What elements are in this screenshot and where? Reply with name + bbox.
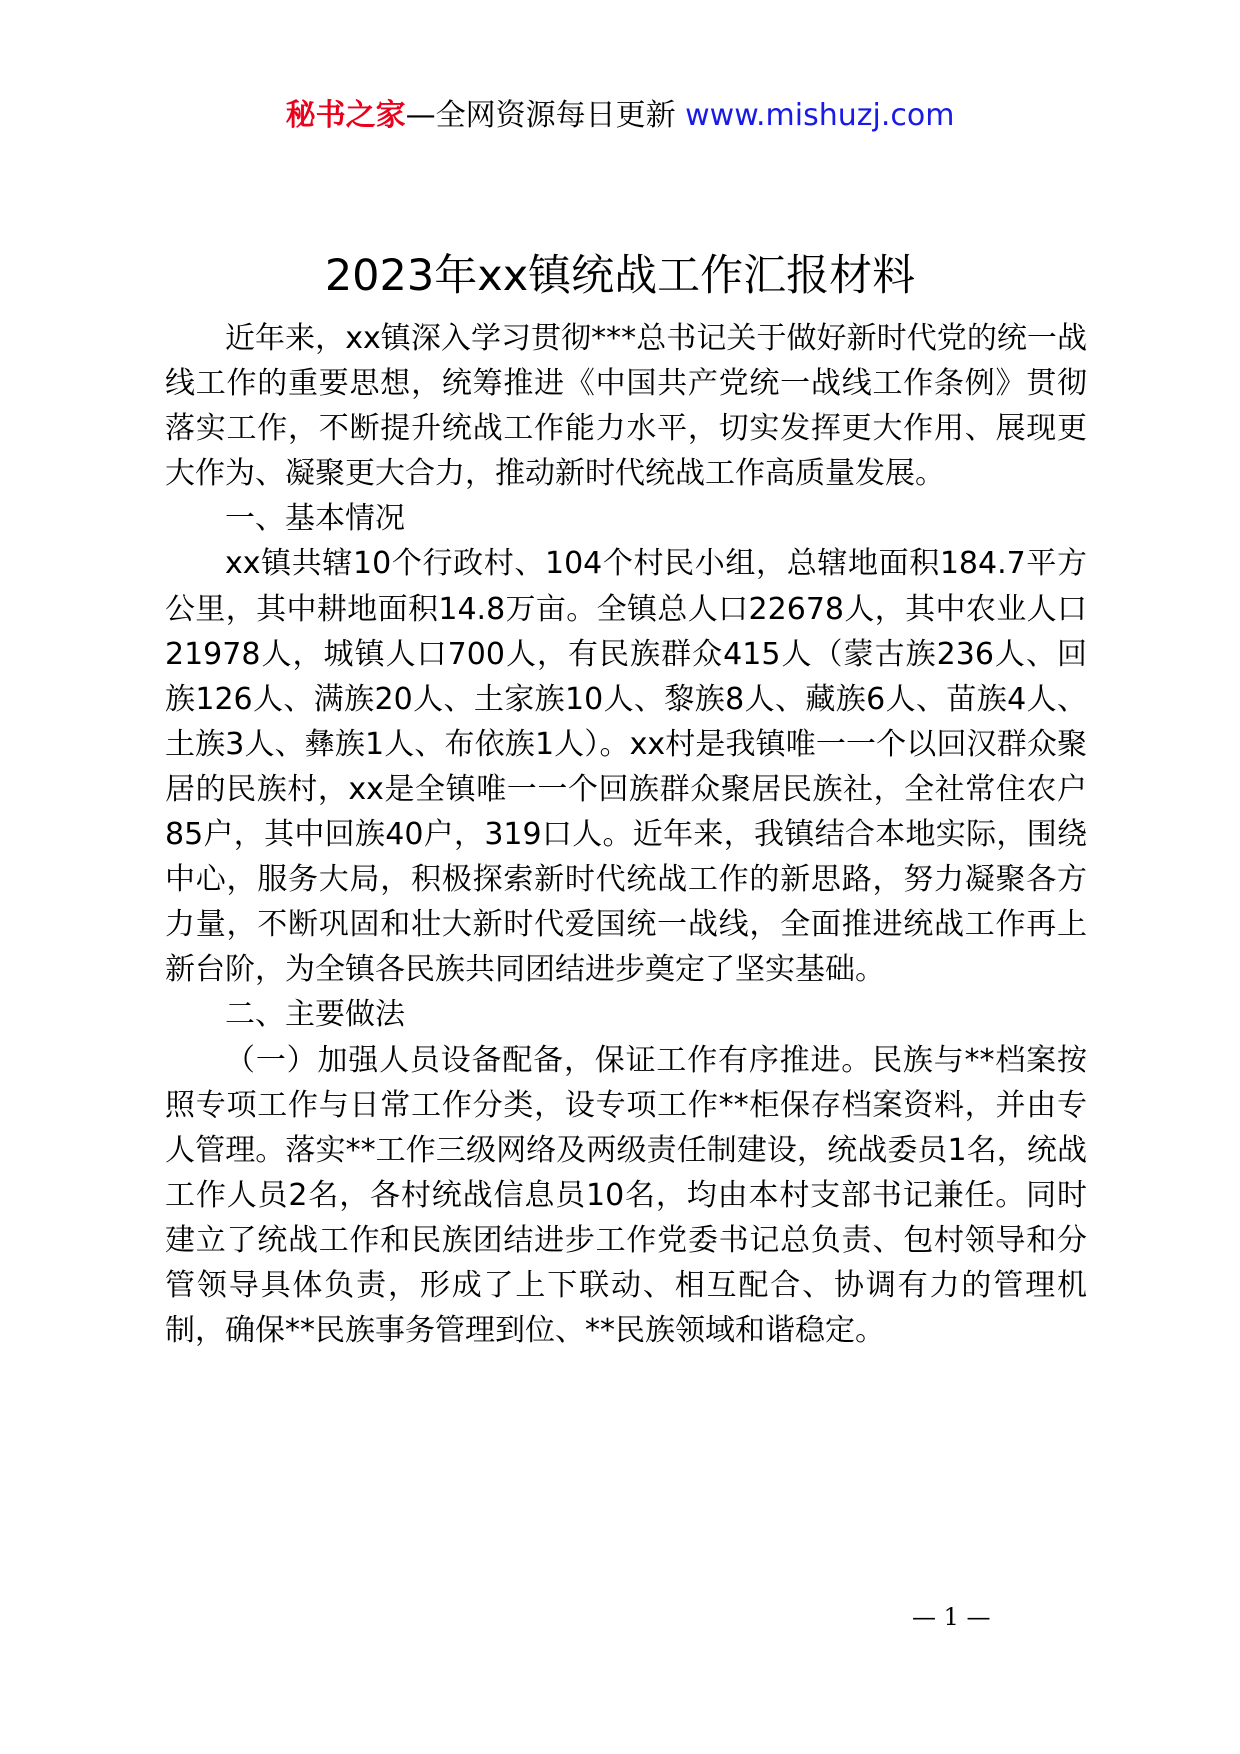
intro-paragraph: 近年来，xx镇深入学习贯彻***总书记关于做好新时代党的统一战线工作的重要思想，统筹推进《中国共产党统一战线工作条例》贯彻落实工作，不断提升统战工作能力水平，切实发挥更大作用、展现更大作为、凝聚更大合力，推动新时代统战工作高质量发展。 <box>165 321 1087 492</box>
document-body <box>165 316 1087 1353</box>
header-tagline: —全网资源每日更新 <box>405 98 676 133</box>
basic-situation-paragraph: xx镇共辖10个行政村、104个村民小组，总辖地面积184.7平方公里，其中耕地面积14.8万亩。全镇总人口22678人，其中农业人口21978人，城镇人口700人，有民族群众415人（蒙古族236人、回族126人、满族20人、土家族10人、黎族8人、藏族6人、苗族4人、土族3人、彝族1人、布依族1人）。xx村是我镇唯一一个以回汉群众聚居的民族村，xx是全镇唯一一个回族群众聚居民族社，全社常住农户85户，其中回族40户，319口人。近年来，我镇结合本地实际，围绕中心，服务大局，积极探索新时代统战工作的新思路，努力凝聚各方力量，不断巩固和壮大新时代爱国统一战线，全面推进统战工作再上新台阶，为全镇各民族共同团结进步奠定了坚实基础。 <box>165 546 1087 988</box>
header-banner <box>0 96 1240 136</box>
practice-paragraph-1: （一）加强人员设备配备，保证工作有序推进。民族与**档案按照专项工作与日常工作分类，设专项工作**柜保存档案资料，并由专人管理。落实**工作三级网络及两级责任制建设，统战委员1名，统战工作人员2名，各村统战信息员10名，均由本村支部书记兼任。同时建立了统战工作和民族团结进步工作党委书记总负责、包村领导和分管领导具体负责，形成了上下联动、相互配合、协调有力的管理机制，确保**民族事务管理到位、**民族领域和谐稳定。 <box>165 1042 1087 1349</box>
section-heading-basic-situation: 一、基本情况 <box>225 501 405 537</box>
page-number-label: — 1 — <box>912 1603 991 1631</box>
brand-name: 秘书之家 <box>285 98 406 133</box>
document-title: 2023年xx镇统战工作汇报材料 <box>324 251 916 301</box>
site-url-link[interactable]: www.mishuzj.com <box>685 98 955 133</box>
section-heading-main-practices: 二、主要做法 <box>225 997 405 1033</box>
